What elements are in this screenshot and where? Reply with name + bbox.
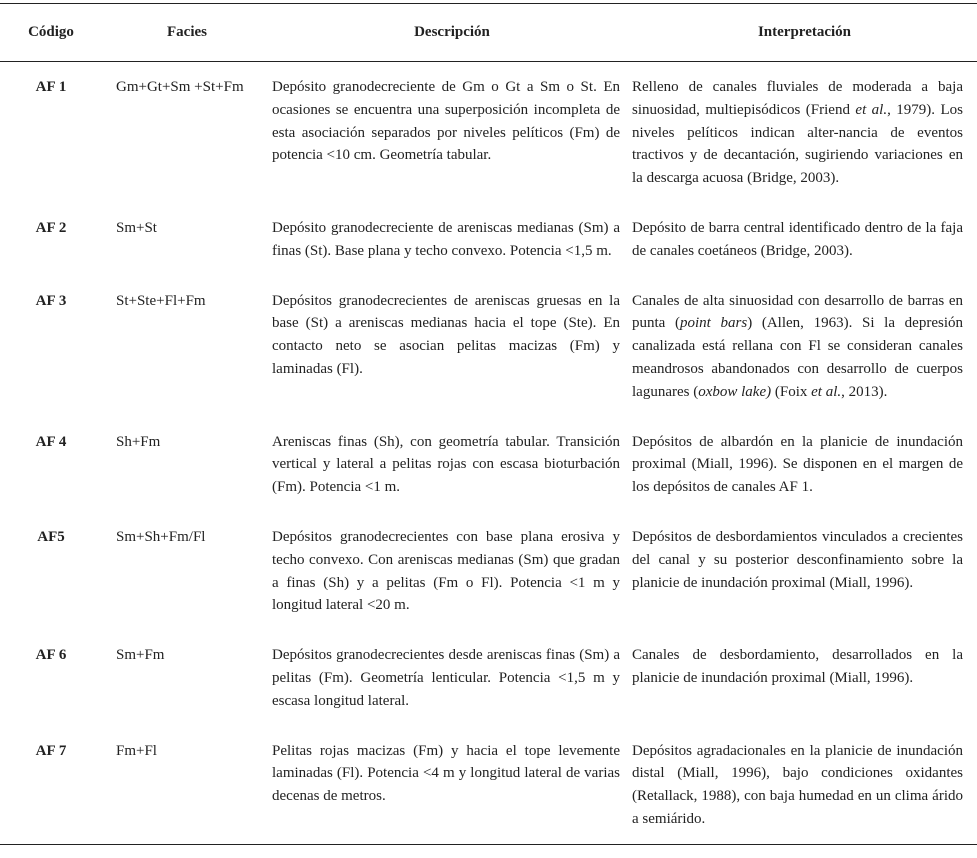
- interpretation-cell: [632, 512, 977, 630]
- text-segment: ) (Allen, 1963). Si la depresión canalizada está rellana con Fl se consideran canales meandrosos abandonados con desarrollo de cuerpos lagunares (: [632, 315, 963, 400]
- text-segment: Depósitos de albardón en la planicie de inundación proximal (Miall, 1996). Se disponen en el margen de los depósitos de canales AF 1.: [632, 433, 963, 496]
- interpretation-cell: [632, 630, 977, 725]
- text-segment: Depósitos de desbordamientos vinculados a crecientes del canal y su posterior desconfinamiento sobre la planicie de inundación proximal (Miall, 1996).: [632, 528, 963, 591]
- table-row: [0, 417, 977, 512]
- table-row: [0, 276, 977, 417]
- text-segment: Canales de alta sinuosidad con desarrollo de barras en punta (: [632, 292, 963, 332]
- header-code: Código: [28, 24, 74, 40]
- facies-cell: Fm+Fl: [116, 742, 157, 759]
- header-interpretation: Interpretación: [757, 24, 852, 40]
- text-segment: (Foix: [771, 383, 812, 400]
- facies-association-table: [0, 3, 977, 845]
- text-segment: Canales de desbordamiento, desarrollados en la planicie de inundación proximal (Miall, 1996).: [632, 647, 963, 686]
- header-description: Descripción: [414, 24, 490, 40]
- text-segment: , 2013).: [841, 383, 888, 400]
- code-cell: AF 4: [35, 433, 67, 450]
- code-cell: AF 2: [35, 219, 67, 236]
- interpretation-cell: [632, 276, 977, 417]
- description-cell: Depósitos granodecrecientes con base plana erosiva y techo convexo. Con areniscas medianas (Sm) que gradan a finas (Sh) y a pelitas (Fm o Fl). Potencia <1 m y longitud lateral <20 m.: [272, 528, 620, 614]
- code-cell: AF 6: [35, 647, 67, 664]
- table-row: [0, 630, 977, 725]
- description-cell: Areniscas finas (Sh), con geometría tabular. Transición vertical y lateral a pelitas rojas con escasa bioturbación (Fm). Potencia <1 m.: [272, 433, 620, 496]
- facies-cell: Gm+Gt+Sm +St+Fm: [116, 79, 244, 95]
- interpretation-cell: [632, 726, 977, 845]
- description-cell: Pelitas rojas macizas (Fm) y hacia el tope levemente laminadas (Fl). Potencia <4 m y longitud lateral de varias decenas de metros.: [272, 742, 620, 805]
- facies-cell: St+Ste+Fl+Fm: [116, 292, 206, 309]
- table-row: [0, 62, 977, 203]
- code-cell: AF 7: [35, 742, 67, 759]
- interpretation-cell: [632, 62, 977, 203]
- text-segment: Relleno de canales fluviales de moderada a baja sinuosidad, multiepisódicos (Friend: [632, 79, 963, 118]
- text-segment: Depósitos agradacionales en la planicie de inundación distal (Miall, 1996), bajo condiciones oxidantes (Retallack, 1988), con baja humedad en un clima árido a semiárido.: [632, 742, 963, 827]
- table-row: [0, 203, 977, 276]
- description-cell: Depósito granodecreciente de Gm o Gt a Sm o St. En ocasiones se encuentra una superposición incompleta de esta asociación separados por niveles pelíticos (Fm) de potencia <10 cm. Geometría tabular.: [272, 79, 620, 164]
- code-cell: AF 3: [35, 292, 67, 309]
- table-row: [0, 512, 977, 630]
- text-segment: , 1979). Los niveles pelíticos indican alter-nancia de eventos tractivos y de decantación, sugiriendo variaciones en la descarga acuosa (Bridge, 2003).: [632, 101, 963, 187]
- facies-cell: Sm+Sh+Fm/Fl: [116, 528, 206, 545]
- table-body: [0, 62, 977, 845]
- italic-text: et al.: [811, 383, 842, 400]
- italic-text: oxbow lake): [698, 383, 772, 400]
- interpretation-cell: [632, 417, 977, 512]
- code-cell: AF5: [37, 528, 65, 545]
- table-header-row: [0, 4, 977, 62]
- header-facies: Facies: [167, 24, 207, 40]
- interpretation-cell: [632, 203, 977, 276]
- description-cell: Depósito granodecreciente de areniscas medianas (Sm) a finas (St). Base plana y techo convexo. Potencia <1,5 m.: [272, 219, 620, 259]
- facies-cell: Sh+Fm: [116, 433, 161, 450]
- description-cell: Depósitos granodecrecientes desde areniscas finas (Sm) a pelitas (Fm). Geometría lenticular. Potencia <1,5 m y escasa longitud lateral.: [272, 647, 620, 709]
- facies-cell: Sm+Fm: [116, 647, 165, 664]
- description-cell: Depósitos granodecrecientes de areniscas gruesas en la base (St) a areniscas medianas hacia el tope (Ste). En contacto neto se asocian pelitas macizas (Fm) y laminadas (Fl).: [272, 292, 620, 377]
- italic-text: point bars: [680, 315, 748, 332]
- code-cell: AF 1: [35, 79, 67, 95]
- italic-text: et al.: [855, 101, 888, 118]
- text-segment: Depósito de barra central identificado dentro de la faja de canales coetáneos (Bridge, 2003).: [632, 219, 963, 259]
- facies-cell: Sm+St: [116, 219, 157, 236]
- table-row: [0, 726, 977, 845]
